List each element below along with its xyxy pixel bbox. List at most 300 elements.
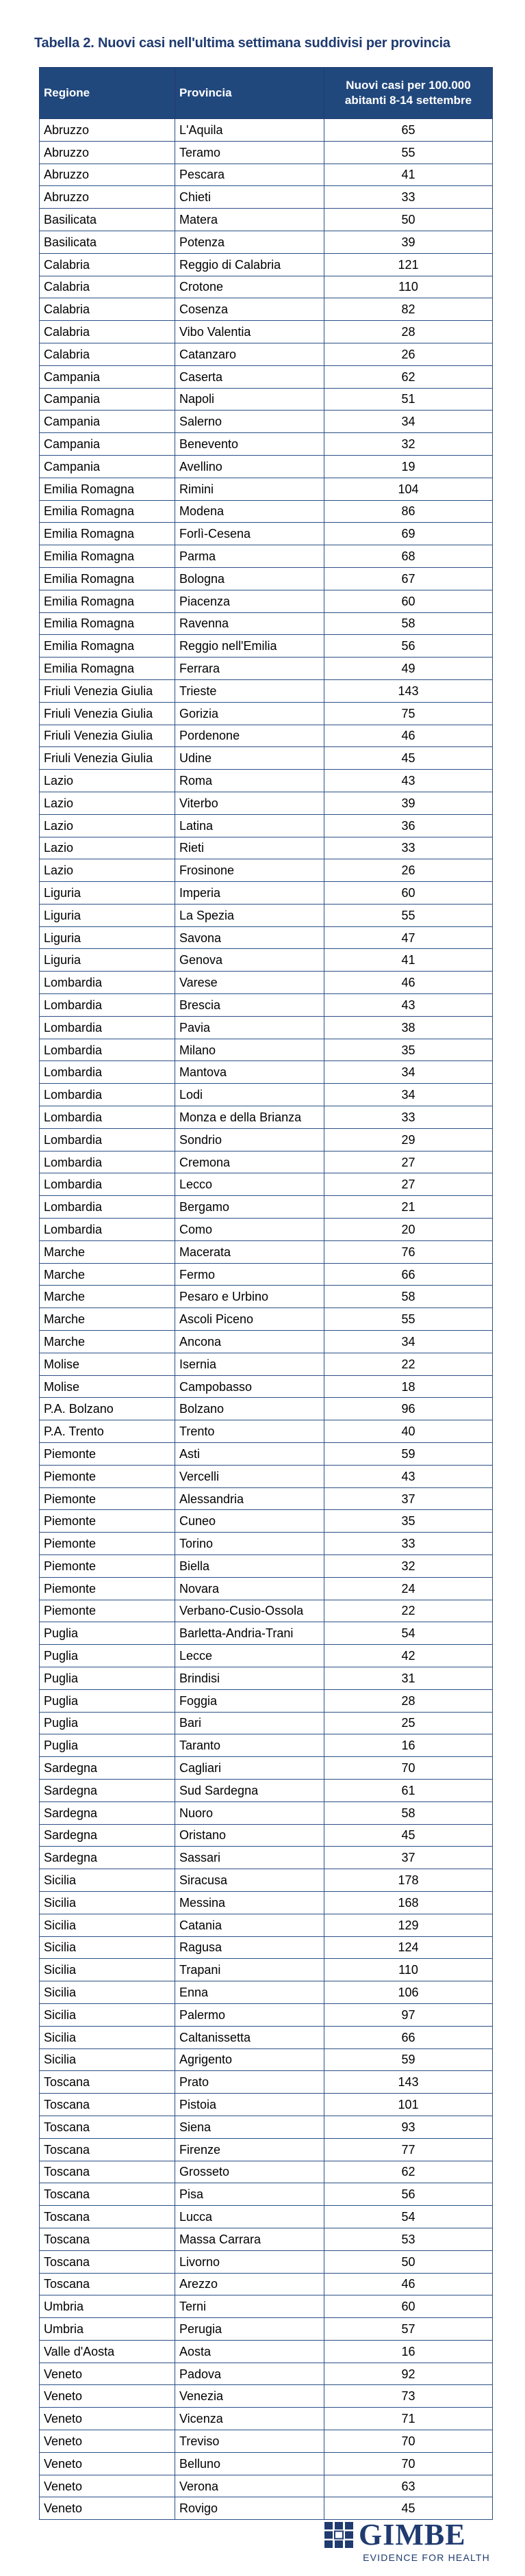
cell-provincia: Arezzo [175,2273,324,2295]
cell-regione: Lombardia [40,1106,175,1129]
cell-casi: 45 [324,747,493,770]
table-row [40,1061,493,1084]
cell-provincia: Siena [175,2116,324,2138]
cell-casi: 21 [324,1196,493,1219]
table-row [40,1443,493,1466]
cell-casi: 110 [324,1959,493,1981]
cell-provincia: Sondrio [175,1128,324,1151]
cell-provincia: Trieste [175,679,324,702]
cell-provincia: Piacenza [175,590,324,612]
cell-regione: Emilia Romagna [40,635,175,658]
cell-provincia: Reggio di Calabria [175,253,324,276]
cell-regione: Piemonte [40,1465,175,1487]
table-row [40,545,493,568]
cell-regione: Sardegna [40,1824,175,1847]
cell-regione: Abruzzo [40,186,175,209]
cell-regione: Liguria [40,949,175,972]
cell-provincia: Napoli [175,388,324,411]
cell-casi: 129 [324,1914,493,1936]
table-row [40,1757,493,1780]
cell-casi: 62 [324,365,493,388]
table-row [40,2116,493,2138]
cell-provincia: Venezia [175,2385,324,2408]
cell-provincia: Lecce [175,1645,324,1667]
cell-casi: 46 [324,2273,493,2295]
cell-regione: Veneto [40,2452,175,2475]
cell-regione: Abruzzo [40,164,175,186]
cell-provincia: Palermo [175,2003,324,2026]
cell-regione: Puglia [40,1734,175,1757]
cell-provincia: Ragusa [175,1936,324,1959]
cell-regione: Toscana [40,2273,175,2295]
cell-casi: 33 [324,1106,493,1129]
gimbe-logo [324,2518,490,2566]
cell-casi: 22 [324,1600,493,1622]
cell-casi: 59 [324,2048,493,2071]
cell-regione: Toscana [40,2071,175,2094]
column-header-casi-line1: Nuovi casi per 100.000 [346,79,471,92]
cell-provincia: Pistoia [175,2094,324,2116]
cell-regione: Piemonte [40,1600,175,1622]
cell-regione: Sicilia [40,2026,175,2048]
cell-provincia: Asti [175,1443,324,1466]
table-row [40,2161,493,2183]
cell-regione: Basilicata [40,209,175,231]
cell-provincia: Viterbo [175,792,324,814]
table-row [40,658,493,680]
cell-regione: Puglia [40,1645,175,1667]
cell-casi: 65 [324,119,493,142]
cell-provincia: Rieti [175,837,324,859]
table-row [40,1353,493,1375]
cell-casi: 46 [324,725,493,747]
cell-casi: 34 [324,1331,493,1353]
cell-regione: Lombardia [40,972,175,994]
table-row [40,141,493,164]
cell-provincia: Modena [175,500,324,523]
cell-regione: Liguria [40,904,175,926]
table-row [40,2138,493,2161]
cell-provincia: Campobasso [175,1375,324,1398]
table-row [40,1128,493,1151]
cell-provincia: Perugia [175,2318,324,2341]
cell-regione: Lombardia [40,1128,175,1151]
table-row [40,567,493,590]
table-row [40,1308,493,1331]
cell-casi: 63 [324,2475,493,2497]
table-row [40,1779,493,1801]
cell-casi: 39 [324,792,493,814]
cell-provincia: Treviso [175,2430,324,2453]
table-row [40,1510,493,1533]
cell-provincia: Udine [175,747,324,770]
cell-regione: Veneto [40,2385,175,2408]
cell-provincia: Crotone [175,276,324,298]
table-row [40,2430,493,2453]
table-row [40,1219,493,1241]
table-row [40,343,493,365]
column-header-casi [324,68,493,119]
cell-provincia: Messina [175,1891,324,1914]
cell-regione: Lombardia [40,1084,175,1106]
cell-casi: 143 [324,679,493,702]
table-row [40,523,493,545]
cell-casi: 93 [324,2116,493,2138]
table-row [40,1533,493,1555]
cell-regione: Toscana [40,2138,175,2161]
cell-regione: Friuli Venezia Giulia [40,725,175,747]
cell-regione: Toscana [40,2183,175,2206]
cell-regione: Molise [40,1375,175,1398]
cell-regione: Marche [40,1263,175,1286]
cell-provincia: Chieti [175,186,324,209]
cell-regione: Sardegna [40,1779,175,1801]
table-row [40,926,493,949]
cell-provincia: Enna [175,1981,324,2004]
cases-table [39,67,493,2520]
table-row [40,2183,493,2206]
cell-provincia: Trapani [175,1959,324,1981]
cell-regione: Lazio [40,814,175,837]
cell-provincia: Ferrara [175,658,324,680]
table-row [40,2003,493,2026]
cell-casi: 70 [324,1757,493,1780]
cell-provincia: Sassari [175,1847,324,1869]
cell-casi: 59 [324,1443,493,1466]
cell-regione: Piemonte [40,1443,175,1466]
cell-casi: 29 [324,1128,493,1151]
cell-regione: Veneto [40,2497,175,2520]
cell-regione: Campania [40,455,175,478]
table-row [40,1936,493,1959]
cell-casi: 45 [324,1824,493,1847]
cell-regione: Marche [40,1331,175,1353]
cell-provincia: Monza e della Brianza [175,1106,324,1129]
cell-provincia: Catania [175,1914,324,1936]
cell-casi: 38 [324,1016,493,1039]
cell-provincia: Brindisi [175,1667,324,1689]
cell-provincia: Roma [175,770,324,792]
cell-regione: Lombardia [40,1196,175,1219]
cell-casi: 46 [324,972,493,994]
cell-regione: Emilia Romagna [40,612,175,635]
cell-casi: 50 [324,209,493,231]
cell-provincia: Cagliari [175,1757,324,1780]
table-row [40,590,493,612]
cell-casi: 43 [324,770,493,792]
cell-regione: Veneto [40,2363,175,2385]
cell-casi: 37 [324,1847,493,1869]
cell-regione: Sicilia [40,1981,175,2004]
table-row [40,1712,493,1734]
cell-casi: 43 [324,1465,493,1487]
cell-provincia: Grosseto [175,2161,324,2183]
table-row [40,500,493,523]
cell-regione: Piemonte [40,1487,175,1510]
cell-provincia: Milano [175,1039,324,1061]
table-row [40,2452,493,2475]
cell-regione: Calabria [40,276,175,298]
table-row [40,411,493,433]
cell-provincia: Pescara [175,164,324,186]
table-row [40,770,493,792]
cell-regione: Veneto [40,2408,175,2430]
cell-casi: 67 [324,567,493,590]
table-row [40,814,493,837]
cell-casi: 124 [324,1936,493,1959]
cell-provincia: Como [175,1219,324,1241]
cell-casi: 69 [324,523,493,545]
cell-provincia: Bergamo [175,1196,324,1219]
cell-casi: 96 [324,1398,493,1420]
logo-tagline: EVIDENCE FOR HEALTH [363,2552,490,2563]
cell-casi: 25 [324,1712,493,1734]
cell-casi: 50 [324,2250,493,2273]
cell-casi: 26 [324,343,493,365]
table-row [40,1375,493,1398]
cell-provincia: Teramo [175,141,324,164]
cell-regione: Valle d'Aosta [40,2340,175,2363]
cell-regione: Lombardia [40,1151,175,1173]
table-row [40,859,493,882]
cell-regione: P.A. Bolzano [40,1398,175,1420]
cell-casi: 101 [324,2094,493,2116]
cell-provincia: Ancona [175,1331,324,1353]
cell-regione: Sicilia [40,1936,175,1959]
cell-casi: 19 [324,455,493,478]
column-header-regione: Regione [40,68,175,119]
table-row [40,904,493,926]
cell-casi: 16 [324,2340,493,2363]
table-title: Tabella 2. Nuovi casi nell'ultima settimana suddivisi per provincia [34,36,450,51]
table-row [40,792,493,814]
cell-casi: 24 [324,1577,493,1600]
cell-regione: Campania [40,433,175,456]
cell-casi: 28 [324,321,493,343]
cell-regione: Lombardia [40,1016,175,1039]
cell-provincia: Verbano-Cusio-Ossola [175,1600,324,1622]
cell-regione: Piemonte [40,1555,175,1578]
cell-casi: 33 [324,837,493,859]
cell-provincia: Oristano [175,1824,324,1847]
cell-regione: Veneto [40,2430,175,2453]
cell-casi: 61 [324,1779,493,1801]
table-row [40,1465,493,1487]
table-row [40,1196,493,1219]
cell-provincia: Pordenone [175,725,324,747]
cell-casi: 18 [324,1375,493,1398]
cell-casi: 51 [324,388,493,411]
table-row [40,2408,493,2430]
cell-regione: Toscana [40,2094,175,2116]
cell-provincia: Reggio nell'Emilia [175,635,324,658]
table-row [40,1891,493,1914]
table-row [40,994,493,1017]
cell-casi: 54 [324,2206,493,2228]
cell-provincia: Siracusa [175,1869,324,1892]
cell-provincia: Catanzaro [175,343,324,365]
table-row [40,1869,493,1892]
cell-regione: Toscana [40,2161,175,2183]
table-row [40,972,493,994]
table-header-row [40,68,493,119]
cell-regione: Piemonte [40,1577,175,1600]
table-row [40,365,493,388]
cell-casi: 32 [324,1555,493,1578]
cell-casi: 56 [324,635,493,658]
cell-provincia: Pisa [175,2183,324,2206]
cell-provincia: Brescia [175,994,324,1017]
table-row [40,1959,493,1981]
cell-regione: Sicilia [40,1959,175,1981]
cell-casi: 121 [324,253,493,276]
cell-casi: 55 [324,1308,493,1331]
cell-provincia: Cosenza [175,298,324,321]
cell-regione: Basilicata [40,231,175,253]
table-row [40,1847,493,1869]
cell-casi: 110 [324,276,493,298]
table-row [40,679,493,702]
table-row [40,2071,493,2094]
cell-provincia: Vercelli [175,1465,324,1487]
cell-provincia: Mantova [175,1061,324,1084]
table-row [40,2273,493,2295]
cell-casi: 58 [324,612,493,635]
table-row [40,2497,493,2520]
table-row [40,747,493,770]
cell-casi: 55 [324,141,493,164]
table-row [40,276,493,298]
column-header-casi-line2: abitanti 8-14 settembre [344,94,472,107]
cell-casi: 66 [324,1263,493,1286]
cell-casi: 56 [324,2183,493,2206]
table-row [40,2318,493,2341]
cell-provincia: Pesaro e Urbino [175,1286,324,1308]
cell-provincia: Bologna [175,567,324,590]
cell-regione: Puglia [40,1667,175,1689]
cell-regione: Marche [40,1286,175,1308]
cell-casi: 40 [324,1420,493,1443]
table-row [40,837,493,859]
cell-casi: 26 [324,859,493,882]
table-row [40,1286,493,1308]
cell-provincia: Trento [175,1420,324,1443]
cell-regione: Molise [40,1353,175,1375]
cell-regione: Lazio [40,837,175,859]
cell-casi: 49 [324,658,493,680]
cell-provincia: Biella [175,1555,324,1578]
cell-regione: Marche [40,1240,175,1263]
cell-casi: 70 [324,2452,493,2475]
table-row [40,2385,493,2408]
cell-regione: Puglia [40,1712,175,1734]
table-row [40,119,493,142]
cell-casi: 34 [324,1084,493,1106]
cell-regione: Sardegna [40,1757,175,1780]
cell-casi: 47 [324,926,493,949]
table-row [40,949,493,972]
table-row [40,635,493,658]
table-row [40,1084,493,1106]
cell-regione: Lombardia [40,994,175,1017]
cell-regione: Veneto [40,2475,175,2497]
table-row [40,433,493,456]
cell-casi: 75 [324,702,493,725]
cell-casi: 104 [324,478,493,500]
cell-provincia: Cuneo [175,1510,324,1533]
table-row [40,2206,493,2228]
cell-provincia: Savona [175,926,324,949]
cell-casi: 106 [324,1981,493,2004]
cell-provincia: Caltanissetta [175,2026,324,2048]
table-row [40,1981,493,2004]
cell-provincia: Isernia [175,1353,324,1375]
cell-regione: Calabria [40,343,175,365]
cell-provincia: Vibo Valentia [175,321,324,343]
table-row [40,1331,493,1353]
cell-provincia: Caserta [175,365,324,388]
table-row [40,702,493,725]
cell-provincia: Taranto [175,1734,324,1757]
cell-provincia: Lodi [175,1084,324,1106]
cell-casi: 86 [324,500,493,523]
cell-casi: 60 [324,590,493,612]
cell-provincia: Rimini [175,478,324,500]
cell-casi: 54 [324,1622,493,1645]
cell-casi: 34 [324,411,493,433]
cell-regione: Sardegna [40,1847,175,1869]
cell-provincia: Latina [175,814,324,837]
cell-casi: 32 [324,433,493,456]
cell-regione: Sicilia [40,1869,175,1892]
cell-regione: Emilia Romagna [40,478,175,500]
cell-regione: Liguria [40,882,175,905]
cell-provincia: Vicenza [175,2408,324,2430]
cell-provincia: Sud Sardegna [175,1779,324,1801]
cell-regione: Sardegna [40,1801,175,1824]
cell-regione: Calabria [40,253,175,276]
cell-casi: 92 [324,2363,493,2385]
cell-provincia: Potenza [175,231,324,253]
table-row [40,2250,493,2273]
table-row [40,2475,493,2497]
cell-provincia: La Spezia [175,904,324,926]
table-row [40,2363,493,2385]
cell-casi: 168 [324,1891,493,1914]
table-row [40,1151,493,1173]
cell-casi: 39 [324,231,493,253]
table-body [40,119,493,2520]
cell-regione: Sicilia [40,2048,175,2071]
cell-provincia: Avellino [175,455,324,478]
cell-regione: Piemonte [40,1533,175,1555]
cell-casi: 37 [324,1487,493,1510]
table-row [40,1173,493,1196]
cell-regione: Campania [40,388,175,411]
cell-regione: Lazio [40,792,175,814]
table-row [40,1622,493,1645]
cell-casi: 35 [324,1510,493,1533]
cell-provincia: Novara [175,1577,324,1600]
table-row [40,1734,493,1757]
cell-regione: Emilia Romagna [40,658,175,680]
cell-provincia: Torino [175,1533,324,1555]
cell-casi: 76 [324,1240,493,1263]
cell-casi: 178 [324,1869,493,1892]
cell-regione: Emilia Romagna [40,590,175,612]
table-row [40,1914,493,1936]
cell-casi: 33 [324,186,493,209]
